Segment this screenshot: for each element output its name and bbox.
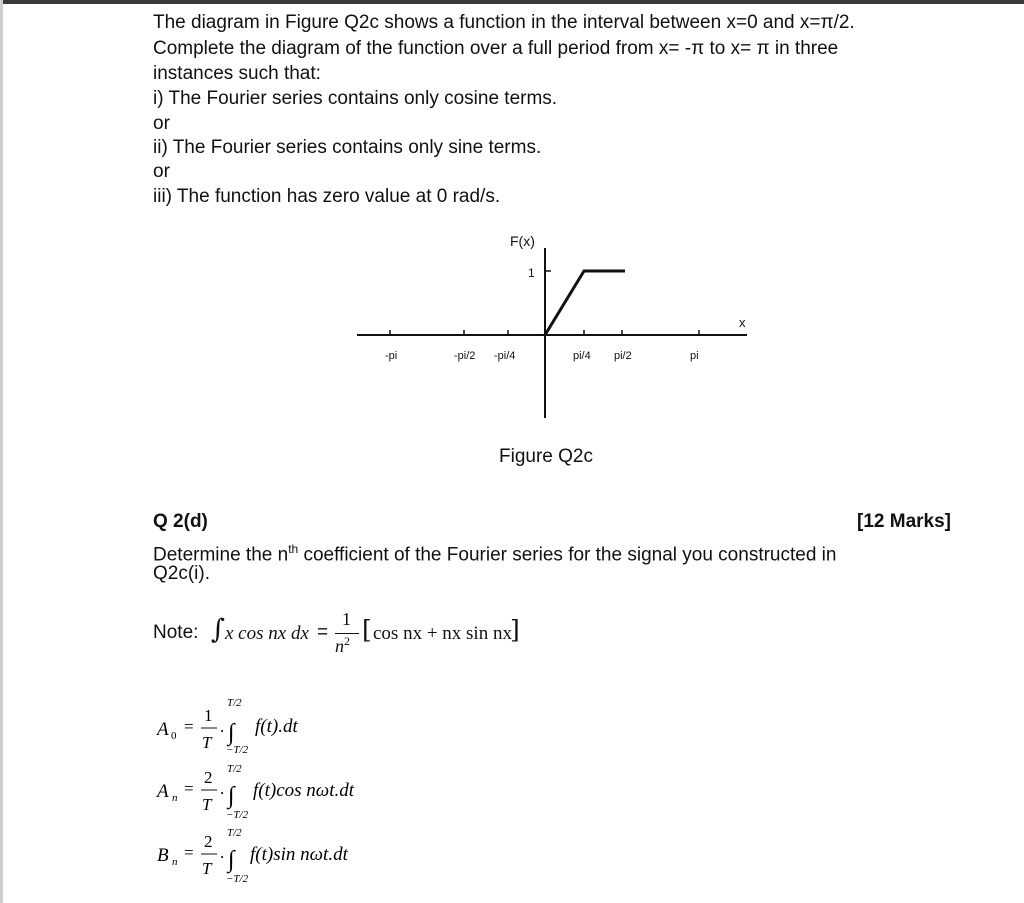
left-border [0,0,3,903]
svg-text:∫: ∫ [228,783,235,809]
or-separator-2: or [153,161,170,182]
option-ii: ii) The Fourier series contains only sine terms. [153,137,542,158]
y-axis-label: F(x) [510,233,535,249]
note-left-bracket: [ [362,615,372,644]
svg-text:f(t)sin nωt.dt: f(t)sin nωt.dt [250,844,348,865]
x-tick-label-pi-4: pi/4 [573,350,591,362]
svg-text:−T/2: −T/2 [226,744,249,756]
svg-text:T/2: T/2 [227,763,242,775]
question-header [153,511,951,533]
or-separator-1: or [153,113,170,134]
question-number: Q 2(d) [153,511,208,532]
question-text-b: coefficient of the Fourier series for the signal you constructed in [298,544,837,566]
x-tick-label-pi-2: pi/2 [614,350,632,362]
intro-line-1: The diagram in Figure Q2c shows a function in the interval between x=0 and x=π/2. [153,12,855,33]
svg-text:A: A [157,781,169,802]
question-line-1 [153,537,836,567]
note-formula [153,609,653,662]
intro-line-2: Complete the diagram of the function over a full period from x= -π to x= π in three [153,38,839,59]
svg-text:0: 0 [171,730,177,742]
note-integrand: x cos nx dx [225,623,309,644]
x-tick-label-neg-pi-2: -pi/2 [454,350,476,362]
x-axis-label: x [739,315,746,330]
an-formula [155,763,355,821]
function-curve [545,271,625,335]
svg-text:1: 1 [204,706,213,725]
svg-text:=: = [184,717,194,736]
bn-formula [157,827,349,885]
svg-text:A: A [157,719,169,740]
note-equals: = [317,622,329,643]
svg-text:T: T [202,733,212,752]
svg-text:2: 2 [204,768,213,787]
question-marks: [12 Marks] [857,511,951,532]
svg-text:.: . [220,717,225,736]
figure-q2c [350,228,750,423]
question-text-a: Determine the n [153,544,289,566]
svg-text:=: = [184,779,194,798]
option-iii: iii) The function has zero value at 0 rad/s. [153,186,501,207]
top-border [0,0,1024,4]
note-right-bracket: ] [510,615,520,644]
svg-text:T: T [202,795,212,814]
intro-line-3: instances such that: [153,63,321,84]
integral-sign: ∫ [211,614,226,645]
coefficient-formulas [150,690,410,890]
svg-text:−T/2: −T/2 [226,809,249,821]
svg-text:f(t).dt: f(t).dt [255,716,298,737]
svg-text:B: B [157,845,169,866]
svg-text:−T/2: −T/2 [226,873,249,885]
svg-text:.: . [220,779,225,798]
note-bracket-content: cos nx + nx sin nx [373,623,512,644]
question-line-2: Q2c(i). [153,563,210,584]
svg-text:=: = [184,843,194,862]
svg-text:T/2: T/2 [227,697,242,709]
svg-text:T/2: T/2 [227,827,242,839]
svg-text:∫: ∫ [228,720,235,746]
y-tick-label: 1 [528,266,535,280]
note-fraction-den: $n^2$ [335,634,350,656]
svg-text:n: n [172,792,178,804]
x-tick-label-neg-pi: -pi [385,350,398,362]
svg-text:.: . [220,843,225,862]
a0-formula [155,697,298,756]
x-tick-label-neg-pi-4: -pi/4 [494,350,516,362]
svg-text:T: T [202,859,212,878]
svg-text:2: 2 [204,832,213,851]
superscript-th: th [288,542,299,556]
figure-caption: Figure Q2c [499,446,593,467]
svg-text:f(t)cos nωt.dt: f(t)cos nωt.dt [253,780,355,801]
note-fraction-num: 1 [342,609,351,629]
svg-text:n: n [172,856,178,868]
x-tick-label-pi: pi [690,350,699,362]
note-label: Note: [153,622,199,643]
svg-text:∫: ∫ [228,847,235,873]
option-i: i) The Fourier series contains only cosine terms. [153,88,558,109]
